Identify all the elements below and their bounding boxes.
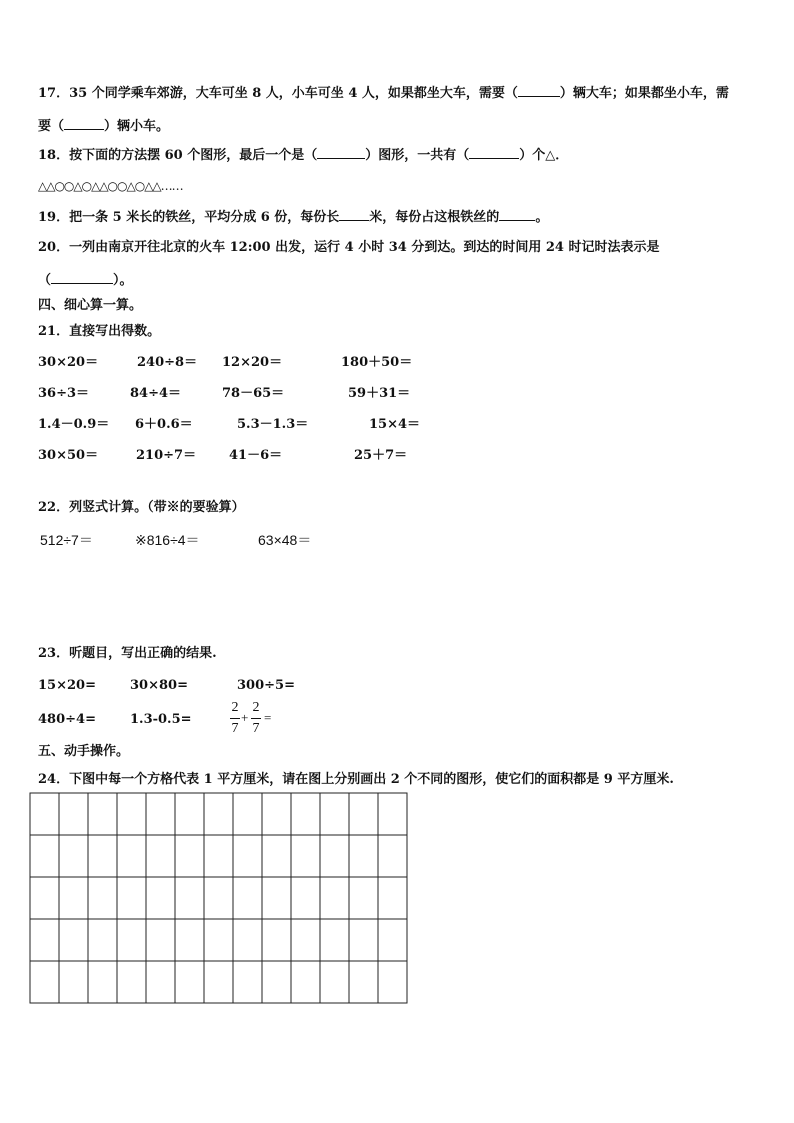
grid-cell[interactable] bbox=[378, 919, 407, 961]
q22-item-3: 63×48＝ bbox=[258, 532, 312, 548]
grid-cell[interactable] bbox=[349, 961, 378, 1003]
q17-blank-small-cars[interactable] bbox=[64, 117, 104, 130]
grid-cell[interactable] bbox=[378, 835, 407, 877]
q21-r3-c3: 5.3－1.3＝ bbox=[237, 417, 309, 432]
q19-text-c: 。 bbox=[535, 210, 549, 225]
grid-cell[interactable] bbox=[233, 919, 262, 961]
q23-r1-c2: 30×80= bbox=[130, 678, 188, 693]
q21-r3-c2: 6＋0.6＝ bbox=[135, 417, 193, 432]
grid-cell[interactable] bbox=[88, 793, 117, 835]
grid-cell[interactable] bbox=[291, 919, 320, 961]
q17-blank-big-cars[interactable] bbox=[518, 84, 560, 97]
grid-cell[interactable] bbox=[320, 835, 349, 877]
grid-cell[interactable] bbox=[204, 961, 233, 1003]
fraction-plus: + bbox=[241, 710, 249, 725]
grid-cell[interactable] bbox=[291, 835, 320, 877]
q20-line1: 20．一列由南京开往北京的火车 12:00 出发，运行 4 小时 34 分到达。到达的时间用 24 时记时法表示是 bbox=[38, 240, 660, 255]
grid-cell[interactable] bbox=[349, 793, 378, 835]
q21-r4-c1: 30×50＝ bbox=[38, 448, 99, 463]
grid-cell[interactable] bbox=[291, 877, 320, 919]
q18-blank-count[interactable] bbox=[469, 146, 519, 159]
grid-cell[interactable] bbox=[349, 919, 378, 961]
grid-cell[interactable] bbox=[262, 919, 291, 961]
q22-title: 22．列竖式计算。（带※的要验算） bbox=[38, 500, 245, 515]
grid-cell[interactable] bbox=[320, 793, 349, 835]
q21-r3-c4: 15×4＝ bbox=[369, 417, 421, 432]
grid-cell[interactable] bbox=[88, 835, 117, 877]
grid-cell[interactable] bbox=[204, 919, 233, 961]
q23-r2-c1: 480÷4= bbox=[38, 712, 96, 727]
q21-r2-c2: 84÷4＝ bbox=[130, 386, 182, 401]
fraction-equals: = bbox=[264, 710, 272, 725]
fraction-2-numerator: 2 bbox=[252, 700, 260, 715]
grid-cell[interactable] bbox=[30, 835, 59, 877]
grid-cell[interactable] bbox=[233, 793, 262, 835]
grid-cell[interactable] bbox=[59, 877, 88, 919]
square-grid[interactable] bbox=[29, 792, 409, 1005]
grid-cell[interactable] bbox=[320, 919, 349, 961]
q17-line1 bbox=[38, 84, 729, 102]
grid-cell[interactable] bbox=[262, 835, 291, 877]
grid-cell[interactable] bbox=[117, 919, 146, 961]
grid-cell[interactable] bbox=[291, 961, 320, 1003]
fraction-1-denominator: 7 bbox=[231, 721, 239, 736]
q18-line bbox=[38, 146, 568, 164]
grid-cell[interactable] bbox=[146, 793, 175, 835]
q22-item-2: ※816÷4＝ bbox=[135, 532, 200, 548]
grid-cell[interactable] bbox=[175, 919, 204, 961]
section-5-title: 五、动手操作。 bbox=[38, 744, 130, 759]
q23-r1-c3: 300÷5= bbox=[237, 678, 295, 693]
q23-title: 23．听题目，写出正确的结果. bbox=[38, 646, 217, 661]
fraction-1-bar bbox=[230, 718, 240, 719]
grid-cell[interactable] bbox=[59, 835, 88, 877]
grid-cell[interactable] bbox=[233, 961, 262, 1003]
grid-cell[interactable] bbox=[262, 961, 291, 1003]
q21-r1-c4: 180＋50＝ bbox=[341, 355, 413, 370]
grid-cell[interactable] bbox=[175, 877, 204, 919]
fraction-2-bar bbox=[251, 718, 261, 719]
q21-r1-c3: 12×20＝ bbox=[222, 355, 283, 370]
grid-cell[interactable] bbox=[30, 793, 59, 835]
grid-cell[interactable] bbox=[117, 793, 146, 835]
grid-cell[interactable] bbox=[204, 877, 233, 919]
q18-text-c: ）个△． bbox=[519, 148, 569, 163]
q17-line2 bbox=[38, 117, 169, 135]
q19-blank-fraction[interactable] bbox=[499, 208, 535, 221]
q21-r3-c1: 1.4－0.9＝ bbox=[38, 417, 110, 432]
grid-cell[interactable] bbox=[175, 793, 204, 835]
q20-close: ）。 bbox=[113, 273, 133, 288]
grid-cell[interactable] bbox=[320, 961, 349, 1003]
q17-text-a: 17．35 个同学乘车郊游，大车可坐 8 人，小车可坐 4 人，如果都坐大车，需要（ bbox=[38, 86, 518, 101]
q21-r4-c3: 41－6＝ bbox=[229, 448, 283, 463]
q24-title: 24．下图中每一个方格代表 1 平方厘米，请在图上分别画出 2 个不同的图形，使它们的面积都是 9 平方厘米. bbox=[38, 772, 674, 787]
q18-pattern: △△○○△○△△○○△○△△…… bbox=[38, 179, 183, 193]
grid-cell[interactable] bbox=[175, 835, 204, 877]
q19-blank-length[interactable] bbox=[339, 208, 369, 221]
q18-text-a: 18．按下面的方法摆 60 个图形，最后一个是（ bbox=[38, 148, 318, 163]
grid-cell[interactable] bbox=[88, 877, 117, 919]
q21-r2-c1: 36÷3＝ bbox=[38, 386, 90, 401]
grid-cell[interactable] bbox=[175, 961, 204, 1003]
grid-cell[interactable] bbox=[378, 961, 407, 1003]
grid-cell[interactable] bbox=[30, 919, 59, 961]
q22-item-1: 512÷7＝ bbox=[40, 532, 93, 548]
grid-cell[interactable] bbox=[320, 877, 349, 919]
grid-cell[interactable] bbox=[204, 793, 233, 835]
grid-cell[interactable] bbox=[233, 877, 262, 919]
grid-cell[interactable] bbox=[30, 877, 59, 919]
grid-cell[interactable] bbox=[378, 877, 407, 919]
q21-r2-c4: 59＋31＝ bbox=[348, 386, 411, 401]
fraction-1-numerator: 2 bbox=[231, 700, 239, 715]
grid-cell[interactable] bbox=[146, 961, 175, 1003]
q21-title: 21．直接写出得数。 bbox=[38, 324, 161, 339]
grid-cell[interactable] bbox=[88, 919, 117, 961]
q23-r2-c2: 1.3-0.5= bbox=[130, 712, 192, 727]
grid-cell[interactable] bbox=[88, 961, 117, 1003]
grid-cell[interactable] bbox=[117, 877, 146, 919]
q21-r1-c2: 240÷8＝ bbox=[137, 355, 198, 370]
q17-text-c: 要（ bbox=[38, 119, 65, 134]
grid-cell[interactable] bbox=[146, 835, 175, 877]
q21-r4-c4: 25＋7＝ bbox=[354, 448, 408, 463]
q20-blank-time[interactable] bbox=[51, 271, 113, 284]
q20-open: （ bbox=[38, 273, 52, 288]
q21-r2-c3: 78－65＝ bbox=[222, 386, 285, 401]
grid-cell[interactable] bbox=[262, 793, 291, 835]
grid-cell[interactable] bbox=[59, 919, 88, 961]
q19-text-b: 米，每份占这根铁丝的 bbox=[369, 210, 500, 225]
grid-cell[interactable] bbox=[59, 961, 88, 1003]
q23-r1-c1: 15×20= bbox=[38, 678, 96, 693]
q23-fraction-sum bbox=[229, 700, 279, 742]
grid-cell[interactable] bbox=[204, 835, 233, 877]
grid-cell[interactable] bbox=[117, 835, 146, 877]
grid-cell[interactable] bbox=[291, 793, 320, 835]
section-4-title: 四、细心算一算。 bbox=[38, 298, 143, 313]
q21-r4-c2: 210÷7＝ bbox=[136, 448, 197, 463]
q17-text-b: ）辆大车；如果都坐小车，需 bbox=[559, 86, 729, 101]
fraction-2-denominator: 7 bbox=[252, 721, 260, 736]
q18-blank-last-shape[interactable] bbox=[317, 146, 365, 159]
grid-cell[interactable] bbox=[378, 793, 407, 835]
grid-cell[interactable] bbox=[262, 877, 291, 919]
grid-cell[interactable] bbox=[146, 919, 175, 961]
q19-line bbox=[38, 208, 548, 226]
q21-r1-c1: 30×20＝ bbox=[38, 355, 99, 370]
q19-text-a: 19．把一条 5 米长的铁丝，平均分成 6 份，每份长 bbox=[38, 210, 340, 225]
q17-text-d: ）辆小车。 bbox=[104, 119, 170, 134]
q20-line2 bbox=[38, 271, 133, 289]
grid-cell[interactable] bbox=[233, 835, 262, 877]
grid-cell[interactable] bbox=[146, 877, 175, 919]
grid-cell[interactable] bbox=[59, 793, 88, 835]
grid-cell[interactable] bbox=[30, 961, 59, 1003]
grid-cell[interactable] bbox=[349, 877, 378, 919]
grid-cell[interactable] bbox=[349, 835, 378, 877]
grid-cell[interactable] bbox=[117, 961, 146, 1003]
q18-text-b: ）图形，一共有（ bbox=[365, 148, 470, 163]
